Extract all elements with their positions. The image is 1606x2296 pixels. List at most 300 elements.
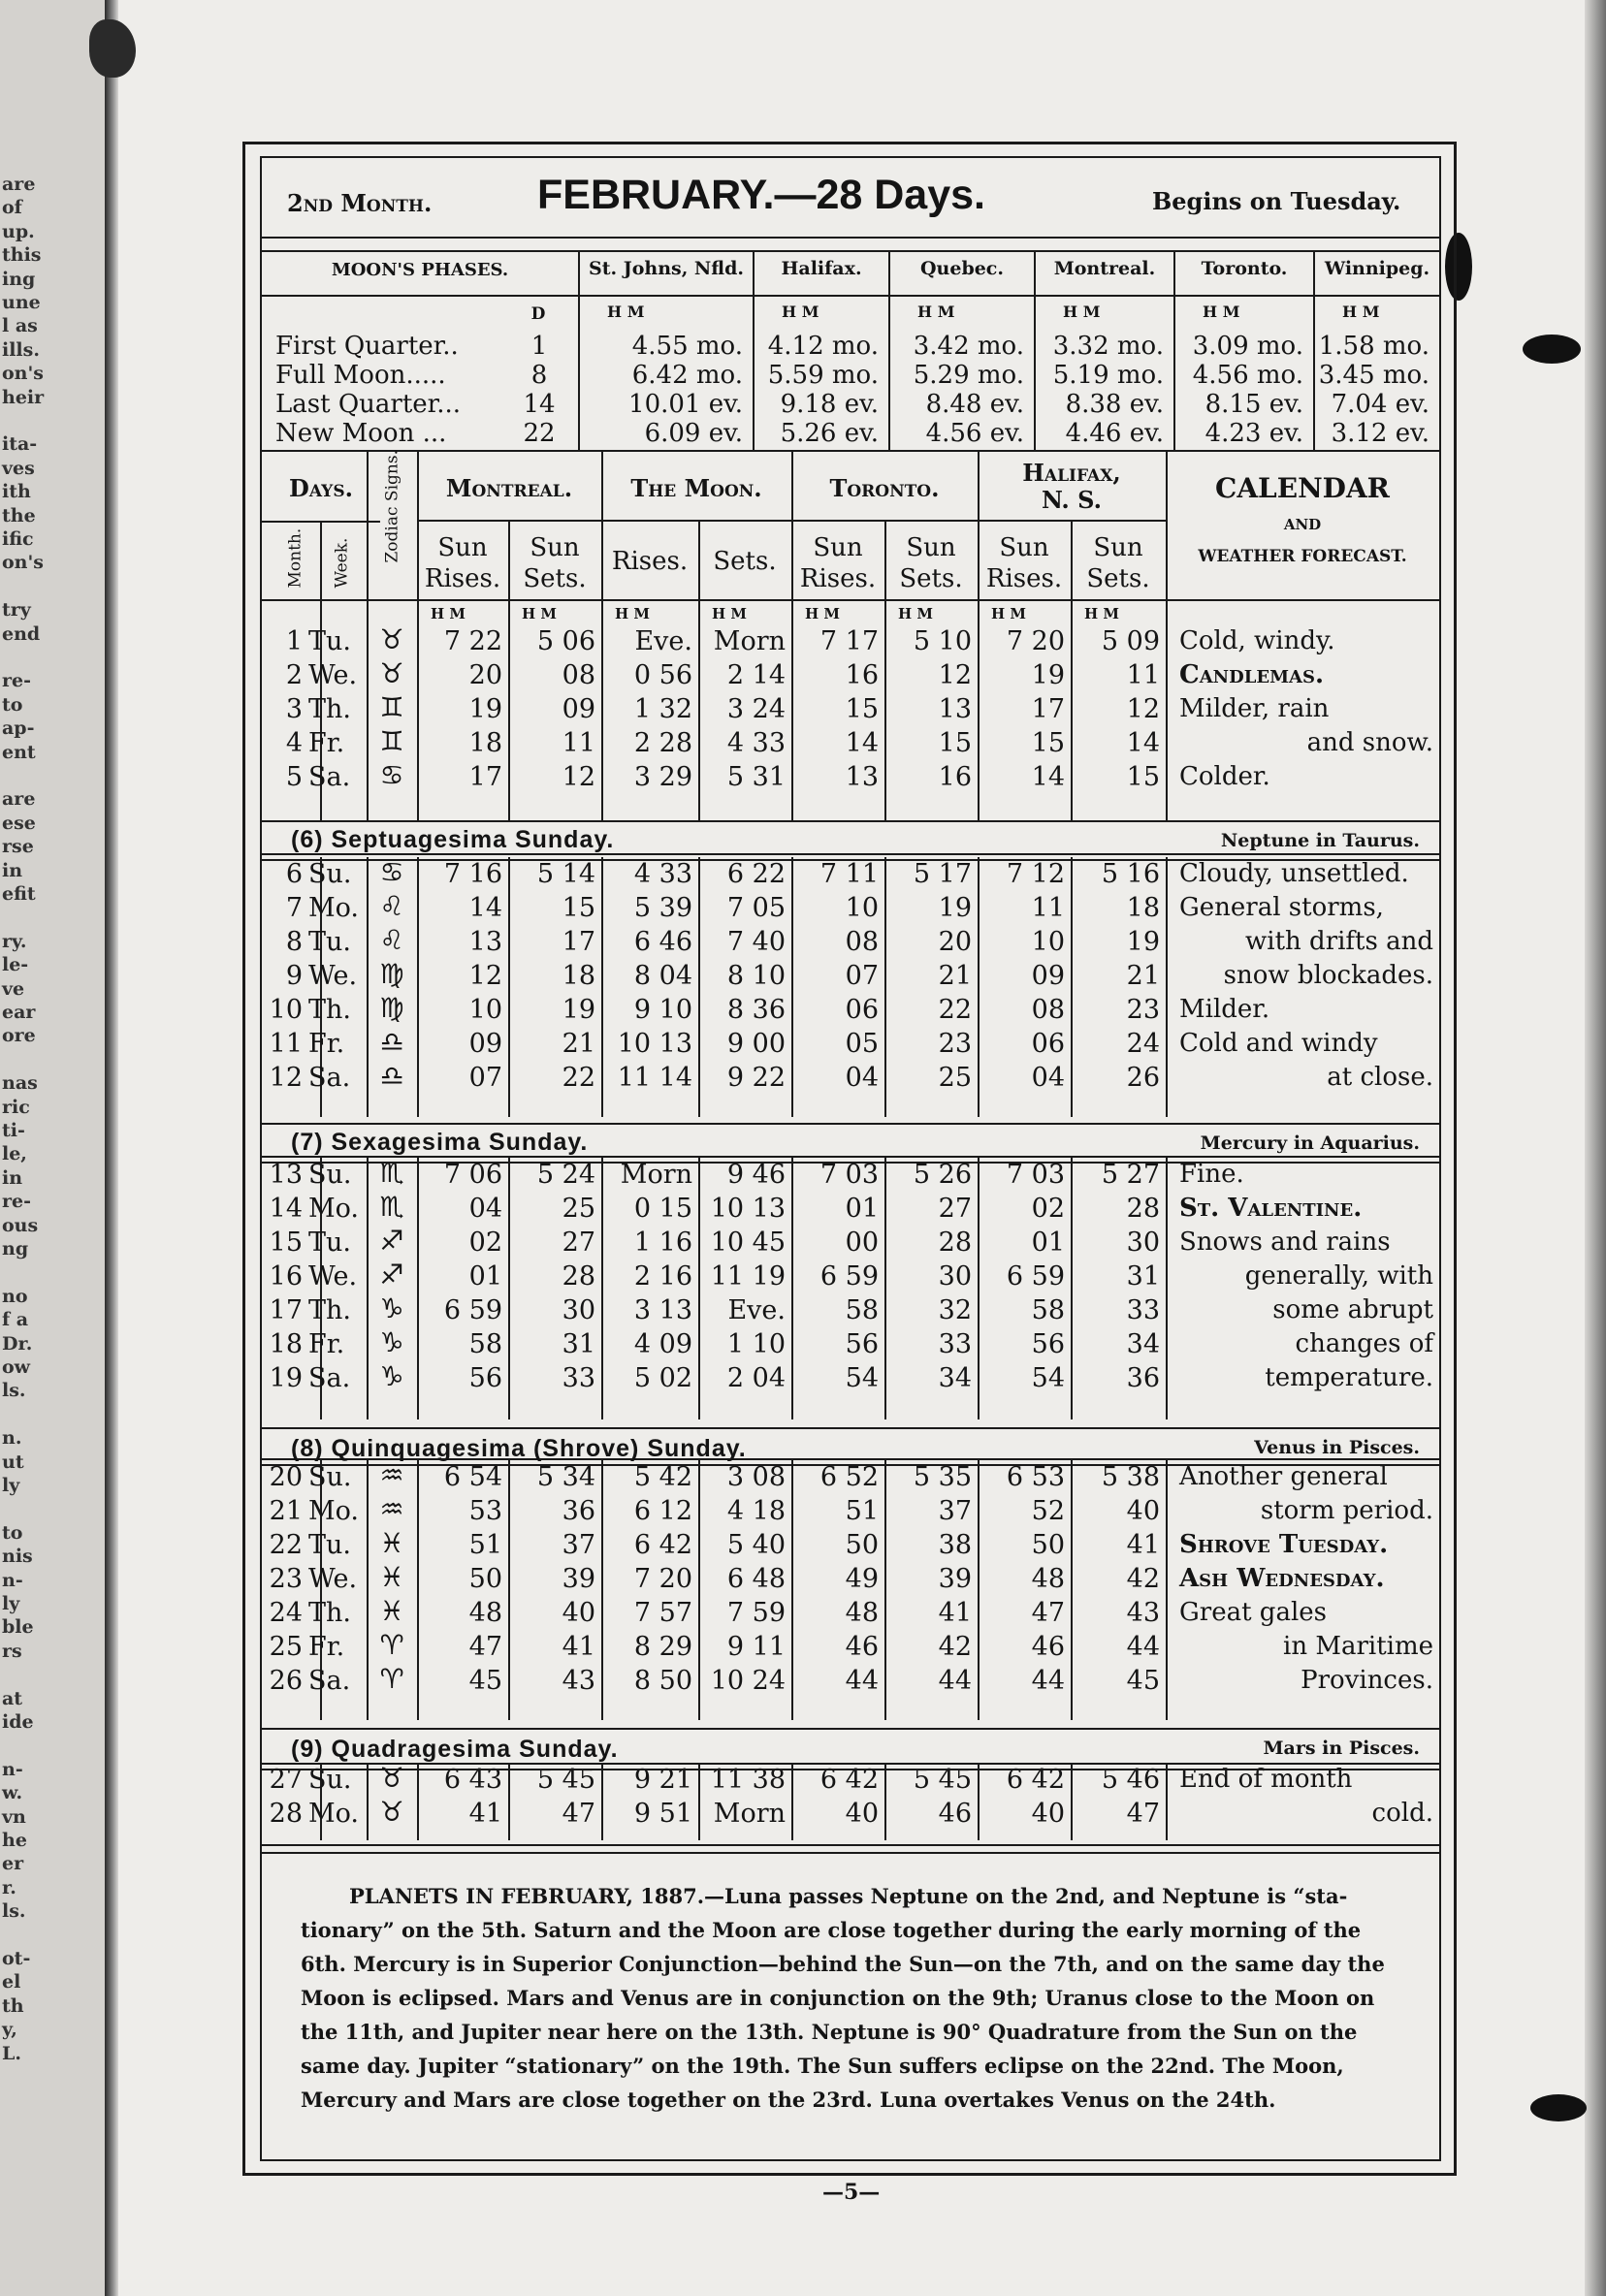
time-cell: 52 (1031, 1496, 1065, 1526)
strip-text: up. (2, 220, 35, 242)
time-cell: 6 42 (819, 1765, 879, 1795)
weekday: Mo. (308, 1799, 360, 1829)
phase-time: 5.19 mo. (1052, 361, 1164, 390)
column-rule (1166, 450, 1168, 820)
time-cell: 6 42 (1006, 1765, 1065, 1795)
sunday-note: Neptune in Taurus. (1220, 830, 1420, 851)
time-cell: 37 (562, 1530, 595, 1560)
weekday: Mo. (308, 1194, 360, 1224)
strip-text: ear (2, 1002, 36, 1023)
phase-time: 5.26 ev. (780, 419, 879, 448)
time-cell: 8 10 (726, 961, 786, 991)
moon-header: The Moon. (630, 474, 762, 502)
time-cell: 8 50 (633, 1666, 692, 1696)
halifax-header: Halifax, (1022, 459, 1121, 487)
time-cell: 6 53 (1006, 1462, 1065, 1492)
strip-text: L. (2, 2042, 21, 2064)
phase-city: St. Johns, Nfld. (588, 258, 745, 279)
time-cell: 04 (468, 1194, 502, 1224)
strip-text: ide (2, 1711, 34, 1733)
strip-text: ti- (2, 1120, 25, 1141)
phase-day: 22 (523, 419, 556, 448)
zodiac-sign: ♋ (379, 856, 404, 888)
time-cell: 15 (845, 694, 879, 724)
time-cell: 7 40 (726, 927, 786, 957)
planets-line: Moon is eclipsed. Mars and Venus are in conjunction on the 9th; Uranus close to the Moon on (301, 1986, 1375, 2010)
time-cell: 5 06 (536, 626, 595, 656)
strip-text: r. (2, 1876, 16, 1898)
phase-time: 5.59 mo. (767, 361, 879, 390)
phase-city: Winnipeg. (1324, 258, 1430, 279)
weekday: Fr. (308, 1329, 345, 1359)
hm-label: H M (1084, 605, 1119, 622)
strip-text: nis (2, 1546, 33, 1568)
time-cell: 9 51 (633, 1799, 692, 1829)
weekday: Fr. (308, 1632, 345, 1662)
day-number: 18 (269, 1329, 303, 1359)
time-cell: 45 (1126, 1666, 1160, 1696)
strip-text: this (2, 244, 42, 267)
divider (262, 250, 1439, 252)
strip-text: at (2, 1687, 23, 1709)
time-cell: 08 (845, 927, 879, 957)
weekday: Su. (308, 1462, 352, 1492)
column-rule (1166, 1460, 1168, 1720)
time-cell: 7 57 (633, 1598, 692, 1628)
time-cell: 9 46 (726, 1160, 786, 1190)
moon-rises-label: Rises. (611, 547, 689, 576)
weekday: We. (308, 1261, 358, 1292)
zodiac-sign: ♓ (379, 1527, 404, 1559)
time-cell: 13 (468, 927, 502, 957)
time-cell: 2 04 (726, 1363, 786, 1393)
strip-text: ese (2, 812, 36, 834)
time-cell: 20 (938, 927, 972, 957)
strip-text: ls. (2, 1380, 26, 1402)
day-number: 2 (285, 660, 303, 690)
time-cell: 42 (1126, 1564, 1160, 1594)
time-cell: 00 (845, 1228, 879, 1258)
sun-label: Sun (530, 533, 580, 562)
day-number: 14 (269, 1194, 303, 1224)
weekday: Th. (308, 694, 351, 724)
time-cell: 0 56 (633, 660, 692, 690)
strip-text: re- (2, 670, 31, 692)
day-number: 12 (269, 1063, 303, 1093)
time-cell: 10 13 (617, 1029, 692, 1059)
time-cell: 5 34 (536, 1462, 595, 1492)
time-cell: 3 29 (633, 762, 692, 792)
week-col-header: Week. (332, 537, 352, 589)
zodiac-sign: ♎ (379, 1060, 404, 1092)
time-cell: 5 40 (726, 1530, 786, 1560)
time-cell: 56 (468, 1363, 502, 1393)
time-cell: 54 (1031, 1363, 1065, 1393)
strip-text: l as (2, 315, 38, 337)
zodiac-sign: ♉ (379, 1796, 404, 1828)
hm-label: H M (615, 605, 650, 622)
time-cell: 3 24 (726, 694, 786, 724)
hm-label: H M (431, 605, 466, 622)
phase-time: 7.04 ev. (1331, 390, 1429, 419)
zodiac-sign: ♒ (379, 1493, 404, 1525)
strip-text: ific (2, 528, 34, 550)
time-cell: Morn (713, 626, 786, 656)
weekday: Tu. (308, 1530, 351, 1560)
time-cell: 01 (845, 1194, 879, 1224)
weekday: Sa. (308, 1063, 351, 1093)
day-number: 23 (269, 1564, 303, 1594)
weekday: Tu. (308, 626, 351, 656)
time-cell: 09 (562, 694, 595, 724)
strip-text: ent (2, 741, 36, 763)
time-cell: Eve. (634, 626, 692, 656)
sunday-label: (8) Quinquagesima (Shrove) Sunday. (291, 1435, 747, 1462)
time-cell: 6 43 (443, 1765, 502, 1795)
phase-city: Montreal. (1053, 258, 1156, 279)
phase-time: 4.56 ev. (925, 419, 1024, 448)
time-cell: 7 06 (443, 1160, 502, 1190)
strip-text: he (2, 1830, 27, 1851)
strip-text: rse (2, 836, 34, 858)
sub-label: Sets. (899, 564, 963, 593)
phase-time: 3.42 mo. (913, 332, 1024, 361)
time-cell: 9 11 (726, 1632, 786, 1662)
calendar-note: in Maritime (1283, 1632, 1433, 1661)
calendar-note: Shrove Tuesday. (1179, 1530, 1389, 1559)
time-cell: 30 (562, 1295, 595, 1325)
sunday-label: (6) Septuagesima Sunday. (291, 826, 615, 853)
time-cell: 4 09 (633, 1329, 692, 1359)
time-cell: 6 22 (726, 859, 786, 889)
strip-text: ry. (2, 930, 27, 952)
time-cell: 45 (468, 1666, 502, 1696)
time-cell: 23 (1126, 995, 1160, 1025)
divider (262, 237, 1439, 239)
calendar-note: at close. (1327, 1063, 1433, 1092)
binding-fold (105, 0, 118, 2296)
strip-text: heir (2, 386, 45, 408)
zodiac-sign: ♑ (379, 1326, 404, 1358)
time-cell: 43 (1126, 1598, 1160, 1628)
strip-text: le, (2, 1143, 27, 1165)
time-cell: 9 00 (726, 1029, 786, 1059)
zodiac-sign: ♉ (379, 657, 404, 689)
sun-label: Sun (813, 533, 863, 562)
time-cell: 21 (938, 961, 972, 991)
time-cell: 27 (938, 1194, 972, 1224)
time-cell: 5 46 (1101, 1765, 1160, 1795)
phase-time: 3.09 mo. (1192, 332, 1303, 361)
weekday: Su. (308, 1160, 352, 1190)
time-cell: 6 59 (819, 1261, 879, 1292)
weekday: Fr. (308, 1029, 345, 1059)
calendar-note: snow blockades. (1223, 961, 1433, 990)
time-cell: 24 (1126, 1029, 1160, 1059)
time-cell: 11 (1031, 893, 1065, 923)
time-cell: 48 (468, 1598, 502, 1628)
planets-line: tionary” on the 5th. Saturn and the Moon are close together during the early morning of the (301, 1918, 1362, 1942)
ink-blot (1530, 2094, 1587, 2121)
time-cell: 6 42 (633, 1530, 692, 1560)
time-cell: 19 (938, 893, 972, 923)
divider (262, 859, 1439, 861)
strip-text: ita- (2, 433, 38, 456)
phase-city: Quebec. (919, 258, 1004, 279)
day-number: 1 (285, 626, 303, 656)
strip-text: try (2, 599, 31, 622)
calendar-note: Colder. (1179, 762, 1270, 791)
strip-text: ous (2, 1214, 39, 1236)
time-cell: 11 19 (710, 1261, 786, 1292)
time-cell: 47 (562, 1799, 595, 1829)
hm-label: H M (898, 605, 933, 622)
time-cell: 50 (1031, 1530, 1065, 1560)
time-cell: 15 (562, 893, 595, 923)
weekday: Th. (308, 1295, 351, 1325)
time-cell: 09 (468, 1029, 502, 1059)
time-cell: 25 (938, 1063, 972, 1093)
time-cell: 44 (938, 1666, 972, 1696)
time-cell: 1 10 (726, 1329, 786, 1359)
time-cell: 10 (845, 893, 879, 923)
time-cell: 5 45 (913, 1765, 972, 1795)
phase-name: Full Moon..... (275, 361, 446, 390)
strip-text: ble (2, 1616, 34, 1639)
time-cell: 50 (845, 1530, 879, 1560)
divider (262, 1852, 1439, 1854)
divider (262, 295, 1439, 297)
strip-text: w. (2, 1782, 23, 1804)
time-cell: 02 (468, 1228, 502, 1258)
zodiac-sign: ♊ (379, 725, 404, 757)
time-cell: 49 (845, 1564, 879, 1594)
calendar-note: cold. (1371, 1799, 1433, 1828)
hm-label: H M (782, 303, 819, 321)
time-cell: 7 16 (443, 859, 502, 889)
sun-label: Sun (1093, 533, 1143, 562)
calendar-note: St. Valentine. (1179, 1194, 1363, 1223)
time-cell: 7 59 (726, 1598, 786, 1628)
time-cell: 07 (468, 1063, 502, 1093)
day-number: 8 (285, 927, 303, 957)
zodiac-sign: ♑ (379, 1360, 404, 1392)
zodiac-sign: ♎ (379, 1026, 404, 1058)
phase-name: Last Quarter... (275, 390, 462, 419)
time-cell: 13 (938, 694, 972, 724)
time-cell: 17 (1031, 694, 1065, 724)
phase-time: 6.09 ev. (644, 419, 743, 448)
time-cell: 4 33 (726, 728, 786, 758)
time-cell: 53 (468, 1496, 502, 1526)
planets-line: same day. Jupiter “stationary” on the 19th. The Sun suffers eclipse on the 22nd. The Moon, (301, 2054, 1344, 2078)
time-cell: 51 (468, 1530, 502, 1560)
column-rule (1166, 1765, 1168, 1840)
phase-time: 4.23 ev. (1204, 419, 1303, 448)
time-cell: 19 (468, 694, 502, 724)
sunday-note: Mercury in Aquarius. (1200, 1132, 1420, 1154)
zodiac-sign: ♏ (379, 1191, 404, 1223)
time-cell: 11 (562, 728, 595, 758)
zodiac-sign: ♏ (379, 1157, 404, 1189)
time-cell: 02 (1031, 1194, 1065, 1224)
strip-text: rs (2, 1640, 22, 1662)
time-cell: 15 (938, 728, 972, 758)
divider (262, 1162, 1439, 1164)
time-cell: 19 (1126, 927, 1160, 957)
time-cell: 14 (1031, 762, 1065, 792)
time-cell: 5 42 (633, 1462, 692, 1492)
time-cell: 5 35 (913, 1462, 972, 1492)
time-cell: 56 (845, 1329, 879, 1359)
time-cell: 14 (1126, 728, 1160, 758)
hm-label: H M (712, 605, 747, 622)
divider (262, 1123, 1439, 1125)
planets-line: PLANETS IN FEBRUARY, 1887.—Luna passes Neptune on the 2nd, and Neptune is “sta- (349, 1884, 1348, 1908)
time-cell: 15 (1126, 762, 1160, 792)
time-cell: 7 03 (1006, 1160, 1065, 1190)
time-cell: 33 (1126, 1295, 1160, 1325)
time-cell: 30 (1126, 1228, 1160, 1258)
strip-text: ves (2, 457, 35, 479)
time-cell: 40 (1126, 1496, 1160, 1526)
hm-label: H M (607, 303, 645, 321)
time-cell: 41 (468, 1799, 502, 1829)
time-cell: 47 (468, 1632, 502, 1662)
time-cell: 27 (562, 1228, 595, 1258)
page-number: —5— (822, 2180, 881, 2205)
planets-line: 6th. Mercury is in Superior Conjunction—behind the Sun—on the 7th, and on the same day the (301, 1952, 1385, 1976)
strip-text: ills. (2, 338, 40, 361)
day-number: 15 (269, 1228, 303, 1258)
strip-text: ly (2, 1593, 20, 1614)
day-number: 21 (269, 1496, 303, 1526)
time-cell: 12 (938, 660, 972, 690)
left-page-strip (0, 0, 116, 2296)
time-cell: 2 14 (726, 660, 786, 690)
time-cell: 23 (938, 1029, 972, 1059)
ink-blot (1523, 335, 1581, 364)
time-cell: 46 (845, 1632, 879, 1662)
time-cell: 5 45 (536, 1765, 595, 1795)
time-cell: 6 59 (1006, 1261, 1065, 1292)
time-cell: 5 17 (913, 859, 972, 889)
weekday: Th. (308, 995, 351, 1025)
time-cell: 8 29 (633, 1632, 692, 1662)
phase-day: 14 (523, 390, 556, 419)
day-number: 11 (269, 1029, 303, 1059)
time-cell: 10 13 (710, 1194, 786, 1224)
weekday: Su. (308, 1765, 352, 1795)
time-cell: 20 (468, 660, 502, 690)
sunday-note: Mars in Pisces. (1263, 1738, 1420, 1759)
time-cell: 25 (562, 1194, 595, 1224)
time-cell: 41 (1126, 1530, 1160, 1560)
strip-text: ve (2, 977, 25, 1000)
calendar-note: Great gales (1179, 1598, 1327, 1627)
phase-time: 8.38 ev. (1065, 390, 1164, 419)
calendar-note: Provinces. (1301, 1666, 1433, 1695)
month-col-header: Month. (285, 527, 305, 589)
day-number: 4 (285, 728, 303, 758)
time-cell: 4 18 (726, 1496, 786, 1526)
time-cell: 15 (1031, 728, 1065, 758)
strip-text: to (2, 693, 23, 716)
zodiac-sign: ♉ (379, 623, 404, 655)
time-cell: 6 12 (633, 1496, 692, 1526)
time-cell: 5 31 (726, 762, 786, 792)
planets-line: the 11th, and Jupiter near here on the 13th. Neptune is 90° Quadrature from the Sun on the (301, 2020, 1358, 2044)
calendar-note: Candlemas. (1179, 660, 1325, 689)
time-cell: 22 (562, 1063, 595, 1093)
time-cell: 21 (1126, 961, 1160, 991)
time-cell: 58 (1031, 1295, 1065, 1325)
time-cell: 06 (845, 995, 879, 1025)
time-cell: 11 38 (710, 1765, 786, 1795)
time-cell: 37 (938, 1496, 972, 1526)
day-number: 9 (285, 961, 303, 991)
sub-label: Rises. (799, 564, 877, 593)
day-number: 3 (285, 694, 303, 724)
time-cell: 28 (562, 1261, 595, 1292)
strip-text: er (2, 1853, 24, 1875)
hm-label: H M (522, 605, 557, 622)
time-cell: 44 (845, 1666, 879, 1696)
day-number: 20 (269, 1462, 303, 1492)
time-cell: 42 (938, 1632, 972, 1662)
time-cell: 30 (938, 1261, 972, 1292)
montreal-header: Montreal. (445, 474, 573, 502)
calendar-note: Cold, windy. (1179, 626, 1335, 655)
time-cell: 14 (468, 893, 502, 923)
month-number-label: 2nd Month. (287, 189, 433, 217)
strip-text: ith (2, 481, 31, 503)
zodiac-sign: ♉ (379, 1762, 404, 1794)
time-cell: 12 (1126, 694, 1160, 724)
zodiac-sign: ♓ (379, 1561, 404, 1593)
strip-text: on's (2, 363, 45, 385)
time-cell: 08 (562, 660, 595, 690)
hm-label: H M (1203, 303, 1240, 321)
strip-text: le- (2, 954, 29, 976)
time-cell: 9 21 (633, 1765, 692, 1795)
phase-time: 8.15 ev. (1204, 390, 1303, 419)
phase-day: 1 (530, 332, 548, 361)
strip-text: y, (2, 2019, 17, 2041)
strip-text: ing (2, 268, 36, 290)
strip-text: n- (2, 1569, 23, 1591)
hm-label: H M (1342, 303, 1380, 321)
time-cell: 08 (1031, 995, 1065, 1025)
strip-text: vn (2, 1805, 26, 1828)
time-cell: 2 16 (633, 1261, 692, 1292)
time-cell: 43 (562, 1666, 595, 1696)
time-cell: 7 05 (726, 893, 786, 923)
time-cell: 7 22 (443, 626, 502, 656)
strip-text: ow (2, 1356, 31, 1378)
time-cell: 3 13 (633, 1295, 692, 1325)
strip-text: ore (2, 1025, 36, 1047)
time-cell: 51 (845, 1496, 879, 1526)
time-cell: 16 (845, 660, 879, 690)
zodiac-sign: ♐ (379, 1259, 404, 1291)
day-number: 22 (269, 1530, 303, 1560)
page-title: FEBRUARY.—28 Days. (537, 172, 985, 218)
time-cell: 8 04 (633, 961, 692, 991)
zodiac-sign: ♐ (379, 1225, 404, 1257)
time-cell: 39 (562, 1564, 595, 1594)
time-cell: 56 (1031, 1329, 1065, 1359)
